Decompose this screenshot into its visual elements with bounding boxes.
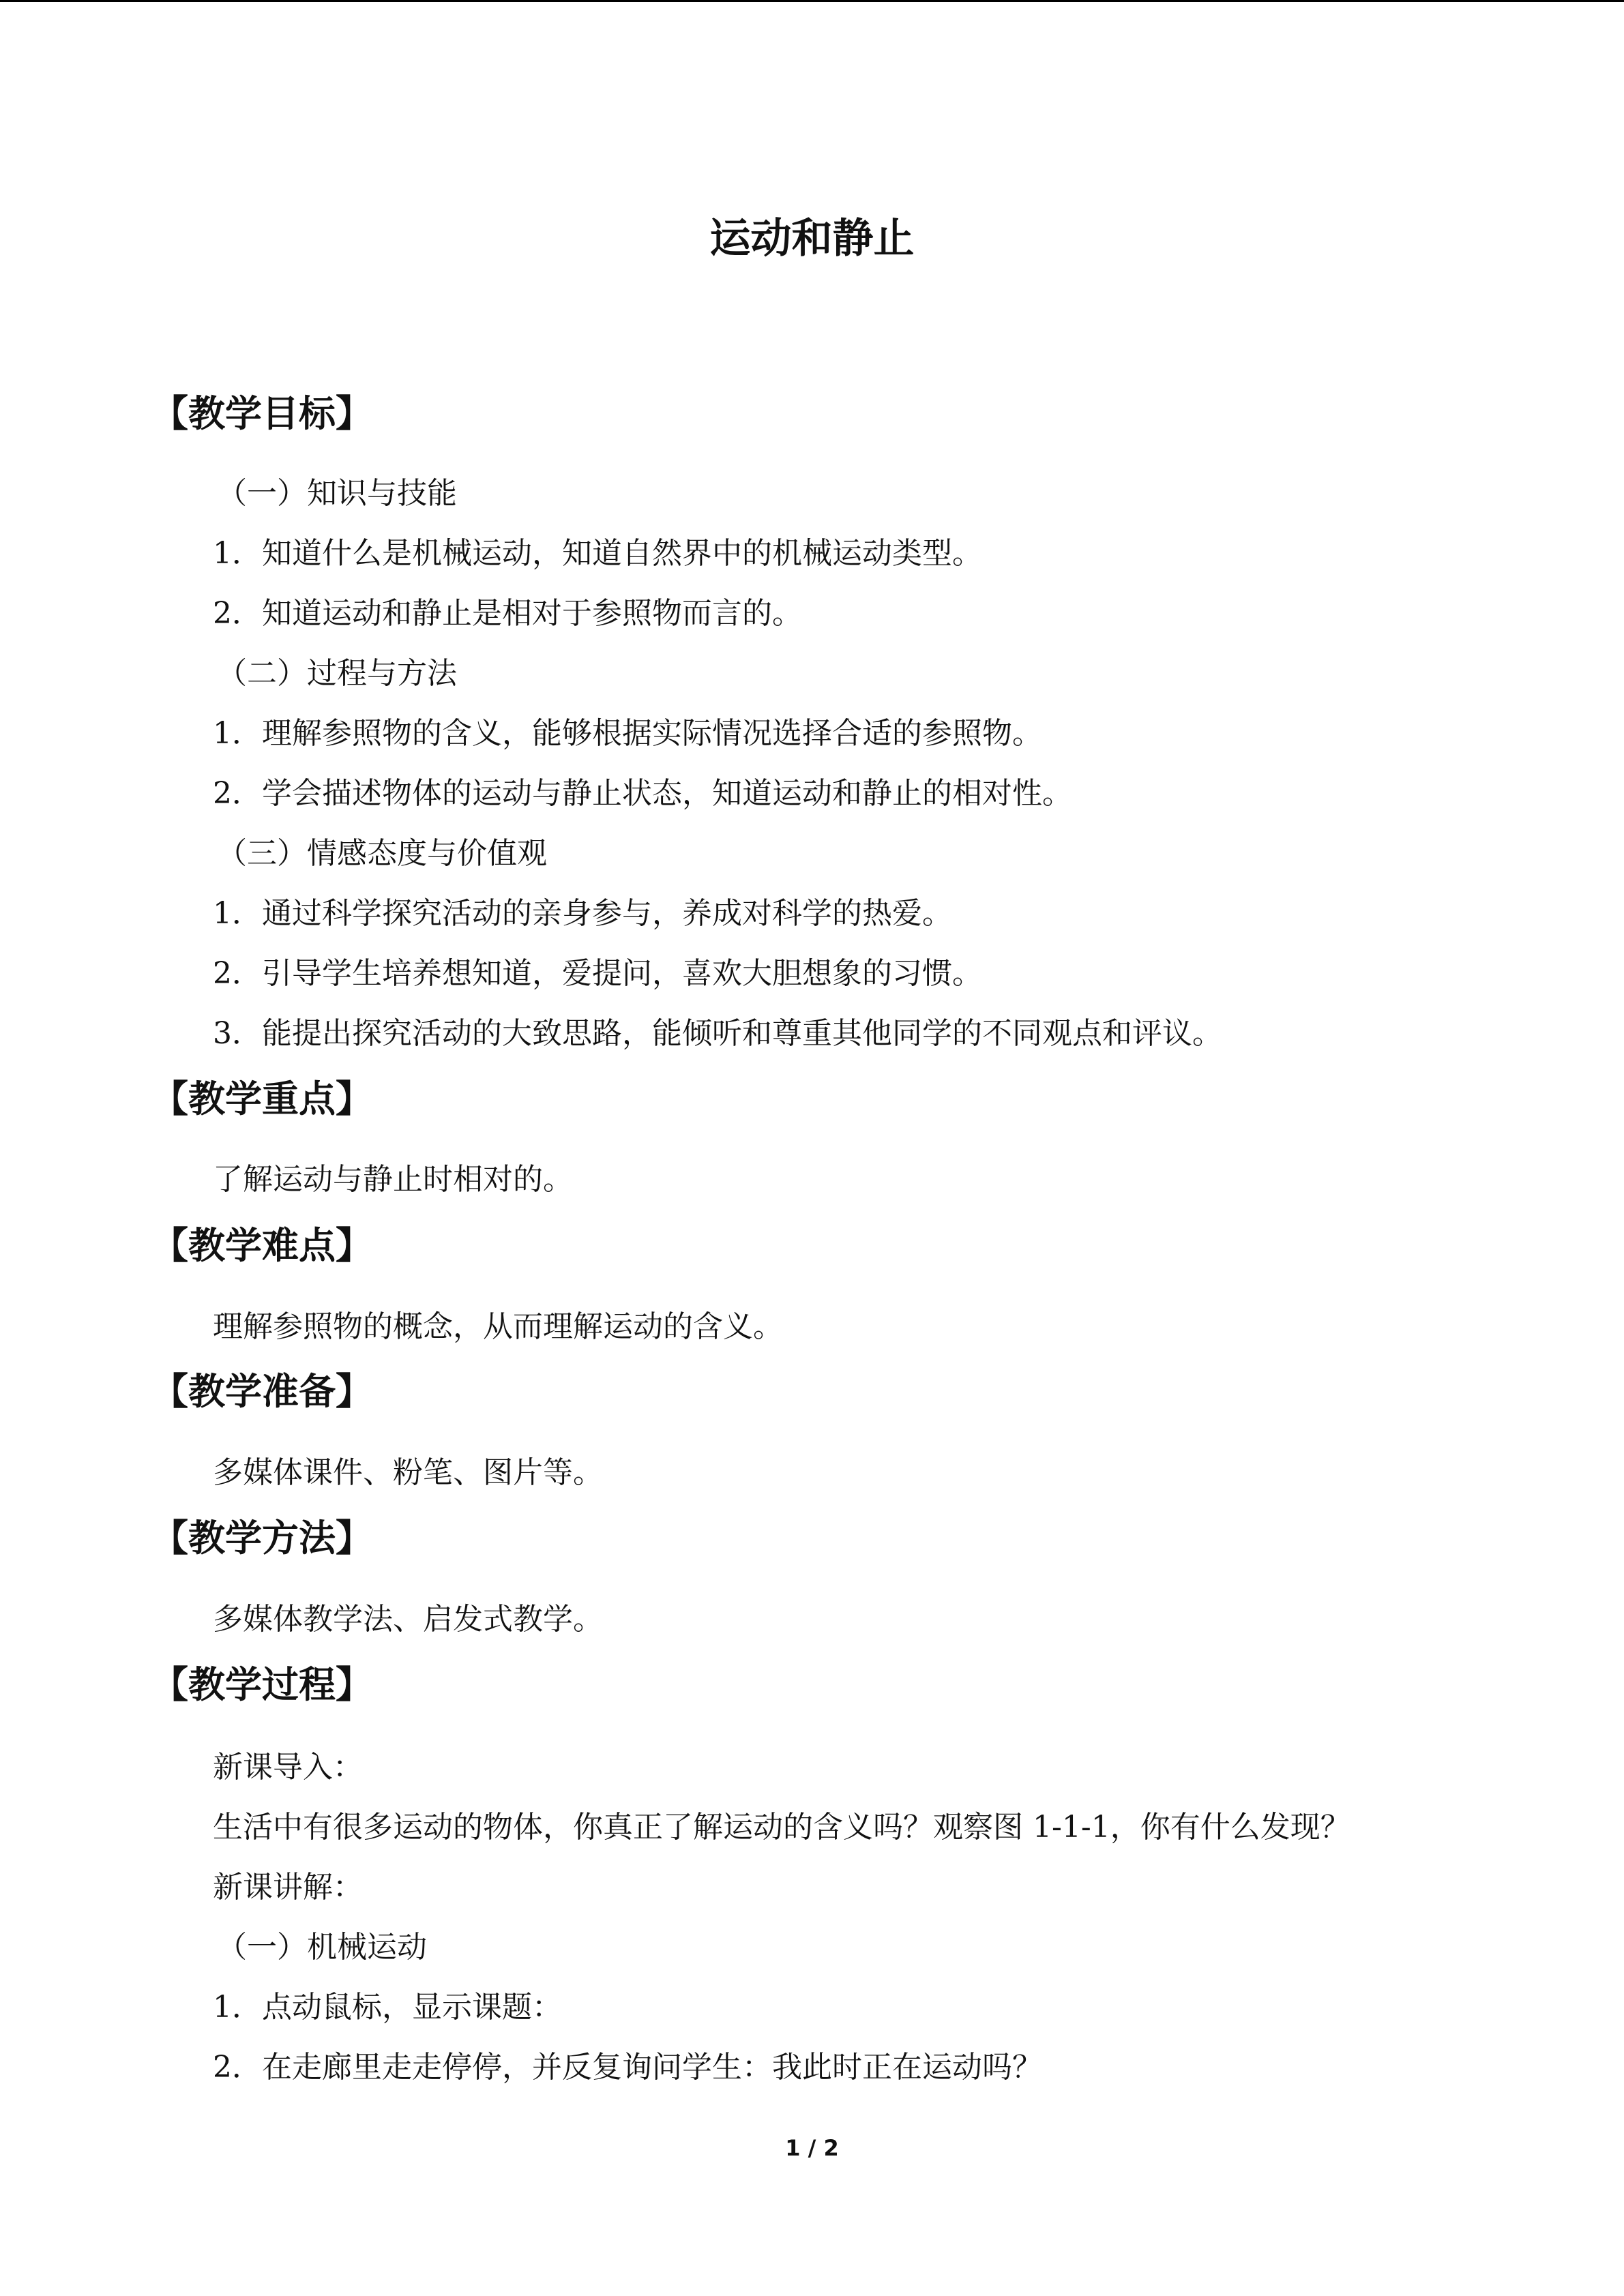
- subheading-process-method: （二）过程与方法: [217, 656, 457, 691]
- process-intro-label: 新课导入：: [213, 1750, 363, 1785]
- process-lecture-label: 新课讲解：: [213, 1870, 363, 1905]
- subheading-knowledge-skills: （一）知识与技能: [217, 476, 457, 511]
- heading-difficulty: 【教学难点】: [151, 1224, 372, 1267]
- subheading-emotion-values: （三）情感态度与价值观: [217, 836, 547, 871]
- objective-knowledge-2: 2．知道运动和静止是相对于参照物而言的。: [213, 596, 802, 631]
- objective-emotion-3: 3．能提出探究活动的大致思路，能倾听和尊重其他同学的不同观点和评议。: [213, 1016, 1222, 1051]
- heading-preparation: 【教学准备】: [151, 1370, 372, 1413]
- difficulty-text: 理解参照物的概念，从而理解运动的含义。: [213, 1309, 783, 1344]
- document-title: 运动和静止: [709, 215, 915, 263]
- objective-process-2: 2．学会描述物体的运动与静止状态，知道运动和静止的相对性。: [213, 776, 1072, 811]
- objective-emotion-1: 1．通过科学探究活动的亲身参与，养成对科学的热爱。: [213, 896, 952, 931]
- objective-emotion-2: 2．引导学生培养想知道，爱提问，喜欢大胆想象的习惯。: [213, 956, 982, 991]
- objective-process-1: 1．理解参照物的含义，能够根据实际情况选择合适的参照物。: [213, 716, 1042, 751]
- heading-process: 【教学过程】: [151, 1663, 372, 1706]
- heading-key-point: 【教学重点】: [151, 1077, 372, 1120]
- process-intro-text: 生活中有很多运动的物体，你真正了解运动的含义吗？观察图 1-1-1，你有什么发现？: [213, 1810, 1350, 1845]
- heading-method: 【教学方法】: [151, 1517, 372, 1560]
- page-number: 1 / 2: [785, 2135, 839, 2161]
- subheading-mechanical-motion: （一）机械运动: [217, 1930, 427, 1965]
- method-text: 多媒体教学法、启发式教学。: [213, 1602, 603, 1637]
- process-step-2: 2．在走廊里走走停停，并反复询问学生：我此时正在运动吗？: [213, 2050, 1042, 2085]
- objective-knowledge-1: 1．知道什么是机械运动，知道自然界中的机械运动类型。: [213, 536, 982, 571]
- preparation-text: 多媒体课件、粉笔、图片等。: [213, 1455, 603, 1490]
- process-step-1: 1．点动鼠标，显示课题：: [213, 1990, 562, 2025]
- heading-teaching-objectives: 【教学目标】: [151, 392, 372, 435]
- top-border-rule: [0, 0, 1624, 2]
- key-point-text: 了解运动与静止时相对的。: [213, 1162, 573, 1197]
